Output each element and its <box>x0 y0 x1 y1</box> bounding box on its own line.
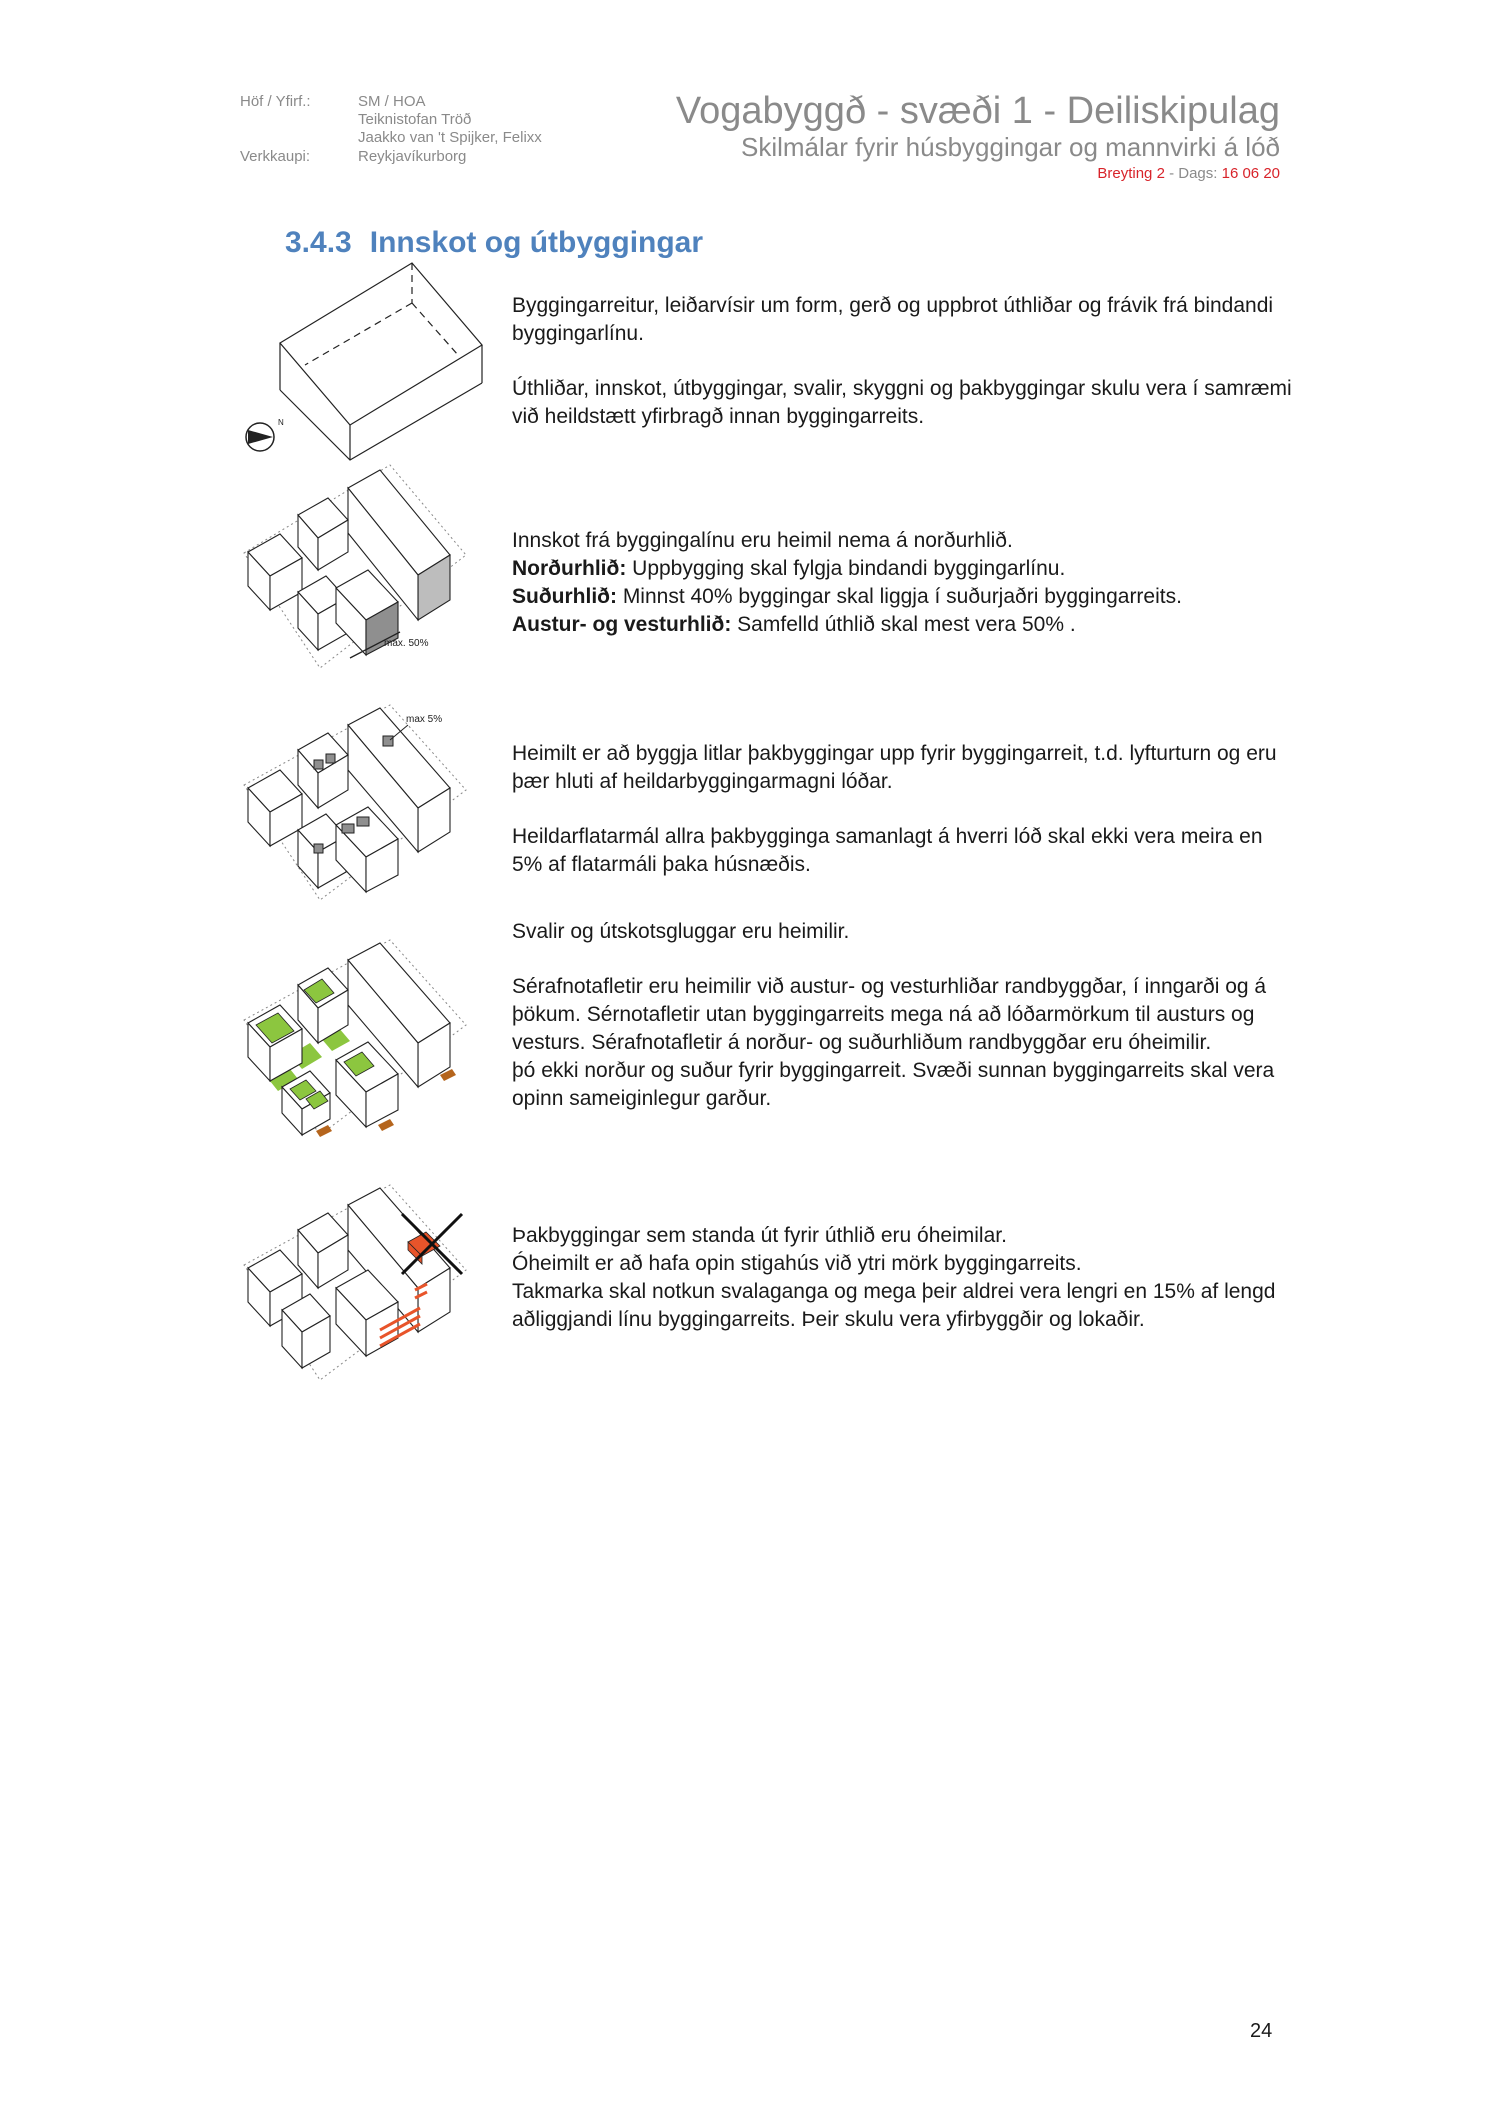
document-title: Vogabyggð - svæði 1 - Deiliskipulag <box>675 90 1280 132</box>
balconies-paragraph-3: þó ekki norður og suður fyrir byggingarreit. Svæði sunnan byggingarreits skal vera opinn sameiginlegur garður. <box>512 1059 1275 1110</box>
setback-intro: Innskot frá byggingalínu eru heimil nema á norðurhlið. <box>512 529 1013 552</box>
north-facade-rule <box>512 555 1292 583</box>
facade-setback-diagram <box>230 460 500 675</box>
south-facade-rule <box>512 583 1292 611</box>
revision-label: Breyting 2 <box>1097 165 1165 182</box>
text-block-balconies <box>512 918 1292 1113</box>
prohibited-structures-diagram <box>230 1180 500 1395</box>
south-facade-label: Suðurhlið: <box>512 585 617 608</box>
text-block-envelope <box>512 292 1292 431</box>
envelope-paragraph-1: Byggingarreitur, leiðarvísir um form, gerð og uppbrot úthliðar og frávik frá bindandi byggingarlínu. <box>512 294 1274 345</box>
east-west-facade-label: Austur- og vesturhlið: <box>512 613 732 636</box>
rooftop-paragraph-1: Heimilt er að byggja litlar þakbyggingar upp fyrir byggingarreit, t.d. lyfturturn og eru þær hluti af heildarbyggingarmagni lóðar. <box>512 742 1277 793</box>
client-label: Verkkaupi: <box>240 148 311 165</box>
client-name: Reykjavíkurborg <box>358 148 467 165</box>
section-title: Innskot og útbyggingar <box>369 226 704 259</box>
author-line-2: Teiknistofan Tröð <box>358 111 472 128</box>
text-block-prohibited <box>512 1222 1292 1334</box>
balconies-paragraph-2: Sérafnotafletir eru heimilir við austur- og vesturhliðar randbyggðar, í inngarði og á þökum. Sérnotafletir utan byggingarreits mega ná að lóðarmörkum til austurs og vesturs. Sérafnotafletir á norður- og suðurhliðum randbyggðar eru óheimilir. <box>512 975 1267 1054</box>
page-number: 24 <box>1250 2020 1273 2042</box>
balconies-paragraph-1: Svalir og útskotsgluggar eru heimilir. <box>512 920 850 943</box>
text-block-setbacks <box>512 527 1292 639</box>
south-facade-text: Minnst 40% byggingar skal liggja í suðurjaðri byggingarreits. <box>616 585 1182 608</box>
max-5-label: max 5% <box>406 714 443 725</box>
private-areas-diagram <box>230 935 500 1150</box>
date-separator: - Dags: <box>1164 165 1222 182</box>
prohibited-line-3: Takmarka skal notkun svalaganga og mega þeir aldrei vera lengri en 15% af lengd aðliggjandi línu byggingarreits. Þeir skulu vera yfirbyggðir og lokaðir. <box>512 1280 1276 1331</box>
author-line-1: SM / HOA <box>358 93 426 110</box>
section-number: 3.4.3 <box>285 226 352 259</box>
rooftop-structures-diagram <box>230 700 500 915</box>
revision-date: 16 06 20 <box>1221 165 1280 182</box>
author-label: Höf / Yfirf.: <box>240 93 311 110</box>
text-block-rooftop <box>512 740 1292 879</box>
rooftop-paragraph-2: Heildarflatarmál allra þakbygginga samanlagt á hverri lóð skal ekki vera meira en 5% af flatarmáli þaka húsnæðis. <box>512 825 1263 876</box>
max-50-label: max. 50% <box>384 638 429 649</box>
east-west-facade-text: Samfelld úthlið skal mest vera 50% . <box>731 613 1076 636</box>
envelope-paragraph-2: Úthliðar, innskot, útbyggingar, svalir, skyggni og þakbyggingar skulu vera í samræmi við heildstætt yfirbragð innan byggingarreits. <box>512 377 1292 428</box>
north-arrow-icon <box>246 418 284 451</box>
north-label: N <box>278 418 284 427</box>
east-west-facade-rule <box>512 611 1292 639</box>
revision-line <box>1097 165 1280 182</box>
prohibited-line-2: Óheimilt er að hafa opin stigahús við ytri mörk byggingarreits. <box>512 1252 1082 1275</box>
building-envelope-diagram <box>230 255 500 465</box>
document-subtitle: Skilmálar fyrir húsbyggingar og mannvirki á lóð <box>740 132 1280 162</box>
north-facade-text: Uppbygging skal fylgja bindandi byggingarlínu. <box>626 557 1066 580</box>
prohibited-line-1: Þakbyggingar sem standa út fyrir úthlið eru óheimilar. <box>512 1224 1007 1247</box>
author-line-3: Jaakko van 't Spijker, Felixx <box>358 129 542 146</box>
north-facade-label: Norðurhlið: <box>512 557 627 580</box>
